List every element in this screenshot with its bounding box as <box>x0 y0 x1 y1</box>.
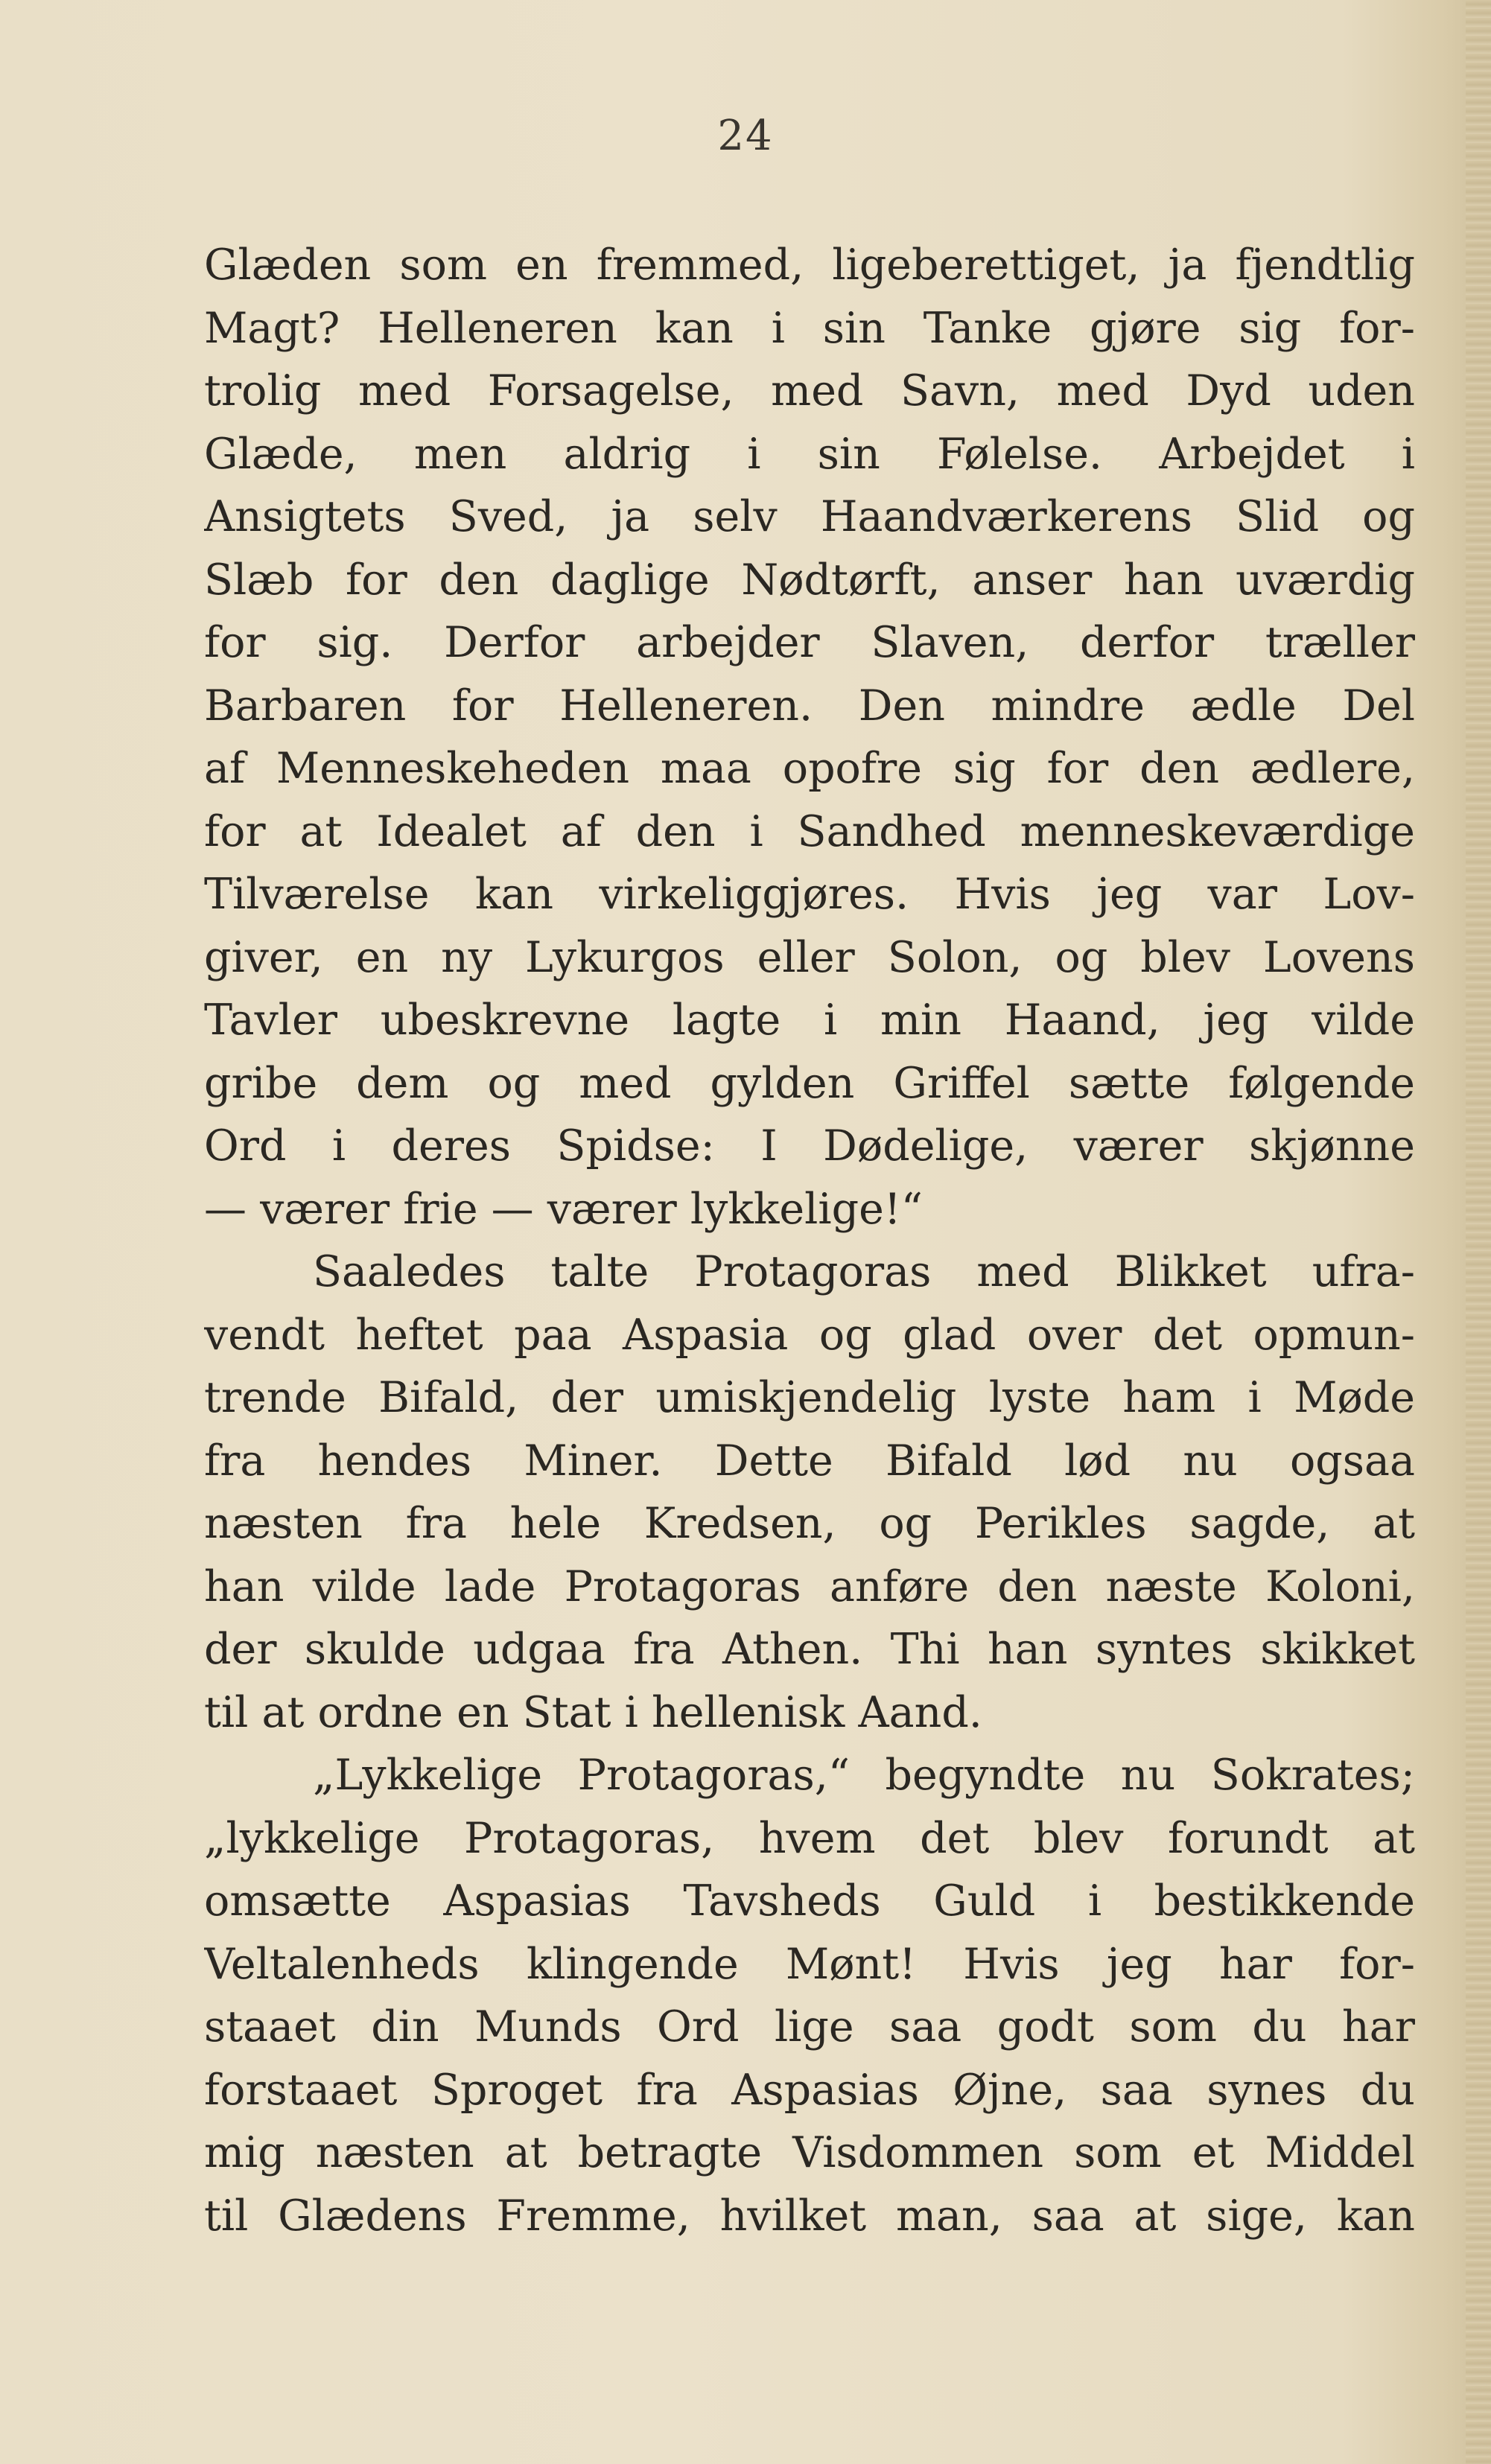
text-line: gribe dem og med gylden Griffel sætte følgende <box>204 1058 1415 1108</box>
text-line: Slæb for den daglige Nødtørft, anser han uværdig <box>204 555 1415 605</box>
text-line: „lykkelige Protagoras, hvem det blev forundt at <box>204 1813 1415 1863</box>
text-line: — værer frie — værer lykkelige!“ <box>204 1184 923 1234</box>
text-line: der skulde udgaa fra Athen. Thi han syntes skikket <box>204 1625 1415 1674</box>
text-line: mig næsten at betragte Visdommen som et Middel <box>204 2128 1415 2177</box>
text-line: han vilde lade Protagoras anføre den næste Koloni, <box>204 1562 1415 1611</box>
text-line: Magt? Helleneren kan i sin Tanke gjøre sig for- <box>204 303 1415 353</box>
text-line: staaet din Munds Ord lige saa godt som du har <box>204 2002 1415 2051</box>
text-line: Tilværelse kan virkeliggjøres. Hvis jeg var Lov- <box>204 870 1415 919</box>
text-line: giver, en ny Lykurgos eller Solon, og blev Lovens <box>204 932 1415 982</box>
text-line: af Menneskeheden maa opofre sig for den ædlere, <box>204 744 1415 793</box>
text-line: Veltalenheds klingende Mønt! Hvis jeg har for- <box>204 1939 1415 1989</box>
text-line: Barbaren for Helleneren. Den mindre ædle Del <box>204 681 1415 730</box>
text-line: næsten fra hele Kredsen, og Perikles sagde, at <box>204 1499 1415 1548</box>
text-line: for sig. Derfor arbejder Slaven, derfor træller <box>204 618 1415 667</box>
page-number: 24 <box>717 112 774 160</box>
text-line: Tavler ubeskrevne lagte i min Haand, jeg vilde <box>204 996 1415 1045</box>
text-line: trende Bifald, der umiskjendelig lyste ham i Møde <box>204 1373 1415 1422</box>
text-line: Ansigtets Sved, ja selv Haandværkerens Slid og <box>204 492 1415 541</box>
text-line: Glæde, men aldrig i sin Følelse. Arbejdet i <box>204 429 1415 479</box>
text-line: Ord i deres Spidse: I Dødelige, værer skjønne <box>204 1121 1415 1171</box>
text-line: til Glædens Fremme, hvilket man, saa at sige, kan <box>204 2191 1415 2241</box>
text-line: forstaaet Sproget fra Aspasias Øjne, saa synes du <box>204 2065 1415 2115</box>
text-line: Saaledes talte Protagoras med Blikket ufra- <box>313 1247 1415 1296</box>
page-edge <box>1466 0 1491 2464</box>
body-text <box>204 234 1415 2247</box>
text-line: vendt heftet paa Aspasia og glad over det opmun- <box>204 1310 1415 1360</box>
text-line: trolig med Forsagelse, med Savn, med Dyd uden <box>204 366 1415 416</box>
text-line: fra hendes Miner. Dette Bifald lød nu ogsaa <box>204 1436 1415 1486</box>
text-line: omsætte Aspasias Tavsheds Guld i bestikkende <box>204 1876 1415 1926</box>
text-line: „Lykkelige Protagoras,“ begyndte nu Sokrates; <box>313 1751 1415 1800</box>
text-line: til at ordne en Stat i hellenisk Aand. <box>204 1687 982 1737</box>
text-line: for at Idealet af den i Sandhed menneskeværdige <box>204 806 1415 856</box>
text-line: Glæden som en fremmed, ligeberettiget, ja fjendtlig <box>204 241 1415 290</box>
